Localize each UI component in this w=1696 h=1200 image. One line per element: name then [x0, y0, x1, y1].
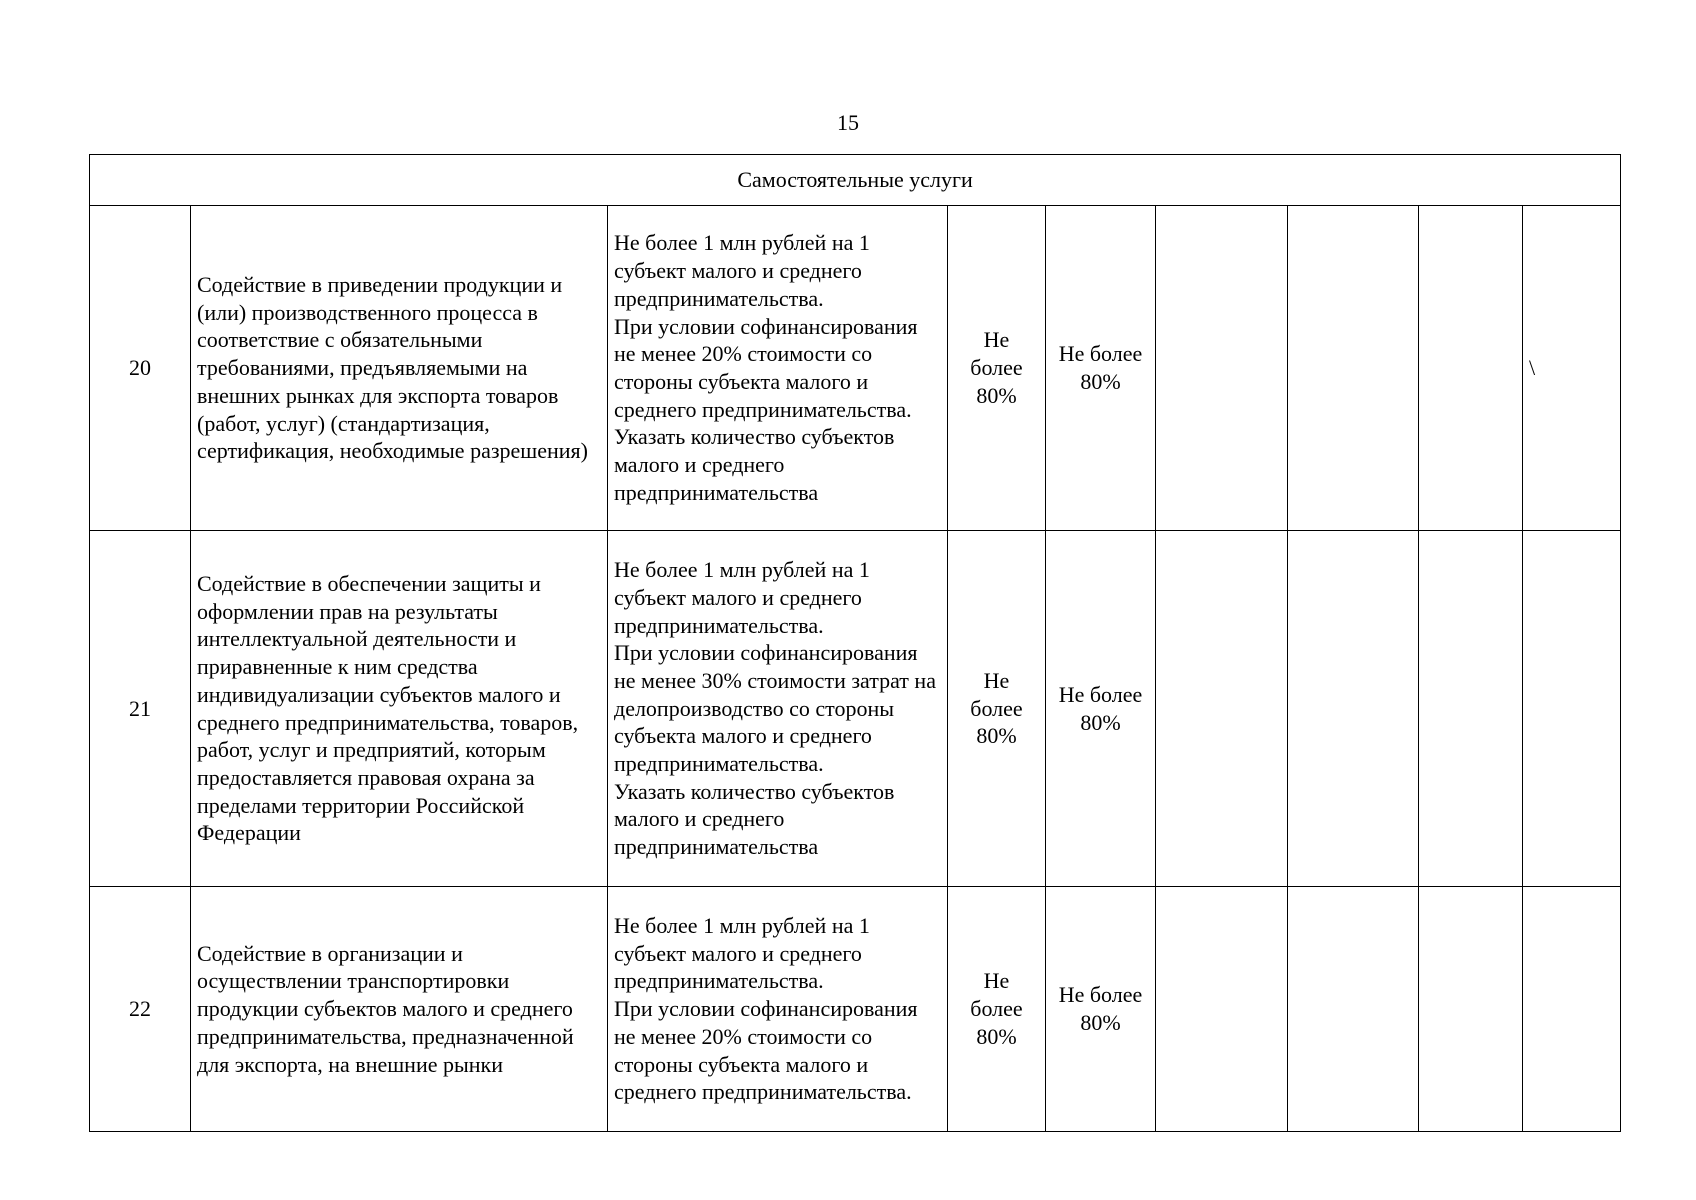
financing-line: 80%: [1080, 369, 1121, 394]
mark-cell: \: [1523, 206, 1621, 531]
share-value: [948, 887, 1046, 1132]
empty-cell: [1156, 887, 1288, 1132]
financing-line: 80%: [1080, 1010, 1121, 1035]
row-number: 21: [90, 531, 191, 887]
section-header-row: [90, 155, 1621, 206]
share-line: более: [970, 355, 1023, 381]
empty-cell: [1419, 206, 1523, 531]
support-terms: [608, 887, 948, 1132]
financing-line: 80%: [1080, 709, 1121, 735]
empty-cell: [1288, 206, 1419, 531]
financing-value: [1046, 887, 1156, 1132]
terms-line: Указать количество субъектов малого и среднего предпринимательства: [614, 424, 895, 505]
share-line: Не: [983, 667, 1010, 693]
support-terms: [608, 531, 948, 887]
empty-cell: [1156, 206, 1288, 531]
financing-value: [1046, 206, 1156, 531]
empty-cell: [1288, 531, 1419, 887]
financing-value: [1046, 531, 1156, 887]
row-number: 20: [90, 206, 191, 531]
share-line: Не: [983, 968, 1010, 994]
page-number: 15: [837, 110, 859, 135]
support-terms: [608, 206, 948, 531]
share-line: 80%: [976, 382, 1017, 408]
share-line: Не: [983, 327, 1010, 353]
terms-line: Не более 1 млн рублей на 1 субъект малого и среднего предпринимательства.: [614, 557, 870, 638]
financing-line: Не более: [1058, 341, 1143, 367]
services-table: [89, 154, 1621, 1132]
table-row: [90, 531, 1621, 887]
terms-line: При условии софинансирования не менее 30% стоимости затрат на делопроизводство со стороны субъекта малого и среднего предпринимательства.: [614, 640, 936, 777]
share-line: более: [970, 996, 1023, 1022]
terms-line: При условии софинансирования не менее 20% стоимости со стороны субъекта малого и среднего предпринимательства.: [614, 996, 918, 1105]
financing-line: Не более: [1058, 982, 1143, 1008]
service-name: Содействие в организации и осуществлении транспортировки продукции субъектов малого и среднего предпринимательства, предназначенной для экспорта, на внешние рынки: [191, 887, 608, 1132]
empty-cell: [1419, 531, 1523, 887]
section-title: Самостоятельные услуги: [90, 155, 1621, 206]
terms-line: Не более 1 млн рублей на 1 субъект малого и среднего предпринимательства.: [614, 230, 870, 311]
share-line: 80%: [976, 1023, 1017, 1049]
terms-line: При условии софинансирования не менее 20% стоимости со стороны субъекта малого и среднего предпринимательства.: [614, 313, 918, 422]
empty-cell: [1288, 887, 1419, 1132]
service-name: Содействие в обеспечении защиты и оформлении прав на результаты интеллектуальной деятельности и приравненные к ним средства индивидуализации субъектов малого и среднего предпринимательства, товаров, работ, услуг и предприятий, которым предоставляется правовая охрана за пределами территории Российской Федерации: [191, 531, 608, 887]
share-line: 80%: [976, 723, 1017, 749]
share-value: [948, 531, 1046, 887]
terms-line: Не более 1 млн рублей на 1 субъект малого и среднего предпринимательства.: [614, 913, 870, 994]
financing-line: Не более: [1058, 681, 1143, 707]
share-value: [948, 206, 1046, 531]
table-row: [90, 206, 1621, 531]
empty-cell: [1419, 887, 1523, 1132]
share-line: более: [970, 695, 1023, 721]
table-row: [90, 887, 1621, 1132]
empty-cell: [1523, 531, 1621, 887]
terms-line: Указать количество субъектов малого и среднего предпринимательства: [614, 778, 895, 860]
service-name: Содействие в приведении продукции и (или) производственного процесса в соответствие с обязательными требованиями, предъявляемыми на внешних рынках для экспорта товаров (работ, услуг) (стандартизация, сертификация, необходимые разрешения): [191, 206, 608, 531]
row-number: 22: [90, 887, 191, 1132]
empty-cell: [1523, 887, 1621, 1132]
empty-cell: [1156, 531, 1288, 887]
